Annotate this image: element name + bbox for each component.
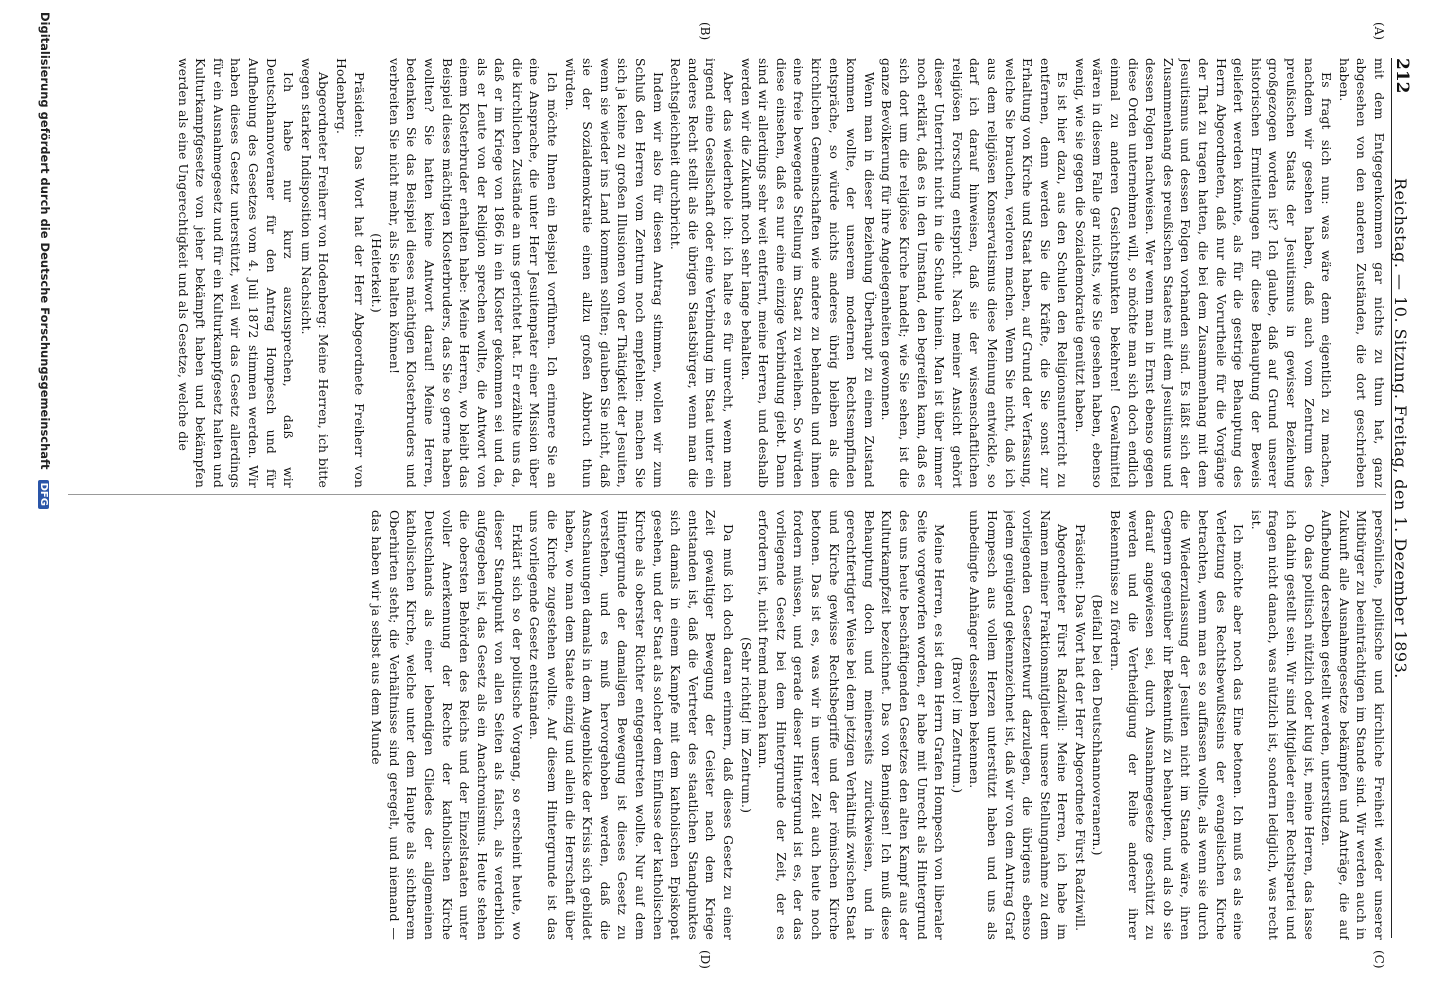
digitization-credit [30, 12, 52, 992]
paragraph: Es ist hier dazu, aus den Schulen den Religionsunterricht zu entfernen, denn werden Sie die Kräfte, die Sie sonst zur Erhaltung von Kirche und Staat haben, auf Grund der Verfassung, welche Sie brauchen, verloren machen. Wenn Sie nicht, daß ich aus dem religiösen Konservatismus diese Meinung entwickle, so darf ich darauf hinweisen, daß sie der wissenschaftlichen religiösen Forschung entspricht. Nach meiner Ansicht gehört dieser Unterricht nicht in die Schule hinein. Man ist über immer noch erklärt, daß es in den Umstand, den begreifen kann, daß es sich dort um die religiöse Kirche handelt; wie Sie sehen, ist die ganze Bevölkerung für ihre Angelegenheiten gewonnen. [879, 58, 1071, 488]
paragraph: Aber das wiederhole ich: ich halte es für unrecht, wenn man irgend eine Gesellschaft oder eine Verbindung im Staat unter ein anderes Recht stellt als die übrigen Staatsbürger, wenn man die Rechtsgleichheit durchbricht. [668, 58, 737, 488]
margin-mark-c: (C) [1372, 950, 1386, 969]
interjection: (Beifall bei den Deutschhannoveranern.) [1090, 594, 1106, 856]
credit-text: Digitalisierung gefördert durch die Deutsche Forschungsgemeinschaft [38, 12, 52, 470]
margin-mark-d: (D) [698, 950, 712, 969]
paragraph: Ob das politisch nützlich oder klug ist, meine Herren, das lasse ich dahin gestellt sein. Wir sind Mitglieder einer Rechtspartei und fragen nicht danach, was nützlich ist, sondern lediglich, was recht ist. [1248, 510, 1317, 940]
interjection: (Heiterkeit.) [369, 233, 385, 313]
interjection: (Bravo! im Zentrum.) [949, 656, 965, 794]
margin-mark-b: (B) [698, 22, 712, 41]
interjection: (Sehr richtig! im Zentrum.) [738, 636, 754, 814]
paragraph: Wenn man in dieser Beziehung Überhaupt zu einem Zustand kommen wollte, der unserem modernen Rechtsempfinden entspräche, so würde nichts anderes übrig bleiben als die kirchlichen Gemeinschaften wie andere zu behandeln und ihnen eine freie bewegende Stellung im Staat zu verleihen. So würden diese einsehen, daß es nur eine einzige Verbindung giebt. Dann sind wir allerdings sehr weit entfernt, meine Herren, und deshalb werden wir die Zukunft noch sehr lange behalten. [738, 58, 877, 488]
paragraph: Indem wir also für diesen Antrag stimmen, wollen wir zum Schluß den Herren vom Zentrum noch empfehlen: machen Sie sich ja keine zu großen Illusionen von der Thätigkeit der Jesuiten, wenn sie wieder ins Land kommen sollten; glauben Sie nicht, daß sie der Sozialdemokratie einen allzu großen Abbruch thun würden. [562, 58, 666, 488]
speaker-paragraph: Präsident: Das Wort hat der Herr Abgeordnete Fürst Radziwill. [1072, 524, 1088, 932]
speaker-paragraph: Präsident: Das Wort hat der Herr Abgeordnete Freiherr von Hodenberg. [333, 58, 367, 488]
paragraph: Es fragt sich nun: was wäre denn eigentlich zu machen, nachdem wir gesehen haben, daß auch vom Zentrum des preußischen Staats der Jesuitismus in gewisser Beziehung großgezogen worden ist? Ich glaube, daß auf Grund unserer historischen Ermittelungen für diese Behauptung der Beweis geliefert werden könnte, als für die gestrige Behauptung des Herrn Abgeordneten, daß nur die Vorurtheile für die Vorgänge der That zu tragen hatten, die bei dem Zusammenhang mit dem Jesuitismus und dessen Folgen vorhanden sind. Es läßt sich der Zusammenhang des preußischen Staates mit dem Jesuitismus und dessen Folgen nachweisen. Wer wenn man in Ernst ebenso gegen diese Orden unternehmen will, so möchte man sich doch endlich einmal zu anderen Gesichtspunkten bekehren! Gewaltmittel wären in diesem Falle gar nichts, wie Sie gesehen haben, ebenso wenig, wie sie gegen die Sozialdemokratie genützt haben. [1072, 58, 1335, 488]
paragraph: mit dem Entgegenkommen gar nichts zu thun hat, ganz abgesehen von den anderen Zuständen, die dort geschrieben haben. [1336, 58, 1387, 488]
right-column [48, 510, 1388, 940]
paragraph: persönliche, politische und kirchliche Freiheit wieder unserer Mitbürger zu beeinträchtigen im Stande sind. Wir werden auch in Zukunft alle Ausnahmegesetze bekämpfen und Anträge, die auf Aufhebung derselben gestellt werden, unterstützen. [1319, 510, 1387, 940]
column-divider [68, 494, 1386, 495]
running-title: Reichstag. — 10. Sitzung. Freitag, den 1. Dezember 1893. [1391, 178, 1410, 679]
margin-mark-a: (A) [1372, 22, 1386, 41]
speaker-paragraph: Abgeordneter Fürst Radziwill: Meine Herren, ich habe im Namen meiner Fraktionsmitglieder unsere Stellungnahme zu dem vorliegenden Gesetzentwurf darzulegen, die übrigens ebenso jedem genügend gekennzeichnet ist, daß wir von dem Antrag Graf Hompesch aus vollem Herzen unterstützt haben und uns als unbedingte Anhänger desselben bekennen. [967, 510, 1071, 940]
page-header [1384, 58, 1414, 938]
paragraph: Ich möchte Ihnen ein Beispiel vorführen. Ich erinnere Sie an eine Ansprache, die unter Herr Jesuitenpater einer Mission über die kirchlichen Zustände an uns gerichtet hat. Er erzählte uns da, daß er im Kriege von 1866 in ein Kloster gekommen sei und da, als er Leute von der Religion sprechen wollte, die Antwort von einem Klosterbruder erhalten habe: Meine Herren, wo bleibt das Beispiel dieses mächtigen Klosterbruders, das Sie so gerne haben wollten? Sie hatten keine Antwort darauf! Meine Herren, bedenken Sie das Beispiel dieses mächtigen Klosterbruders und verbreiten Sie nicht mehr, als Sie halten können! [386, 58, 561, 488]
left-column [48, 58, 1388, 488]
header-rule [1391, 58, 1392, 938]
speaker-paragraph: Abgeordneter Freiherr von Hodenberg: Meine Herren, ich bitte wegen starker Indisposition um Nachsicht. [298, 58, 332, 488]
page-number: 212 [1392, 58, 1412, 94]
paragraph: Ich habe nur kurz auszusprechen, daß wir Deutschhannoveraner für den Antrag Hompesch und für Aufhebung des Gesetzes vom 4. Juli 1872 stimmen werden. Wir haben dieses Gesetz unterstützt, weil wir das Gesetz allerdings für ein Ausnahmegesetz und für ein Kulturkampfgesetz halten und Kulturkampfgesetze von jeher bekämpft haben und bekämpfen werden als eine Ungerechtigkeit und als Gesetze, welche die [175, 58, 297, 488]
paragraph: Erklärt sich so der politische Vorgang, so erscheint heute, wo dieser Standpunkt von allen Seiten als falsch, als verderblich aufgegeben ist, das Gesetz als ein Anachronismus. Heute stehen die obersten Behörden des Reichs und der Einzelstaaten unter voller Anerkennung der Rechte der katholischen Kirche Deutschlands als einer lebendigen Gliedes der allgemeinen katholischen Kirche, welche unter dem Haupte als sichtbarem Oberhirten steht; die Verhältnisse sind geregelt, und niemand — das haben wir ja selbst aus dem Munde [369, 510, 525, 940]
dfg-logo: DFG [38, 480, 49, 509]
paragraph: Ich möchte aber noch das Eine betonen. Ich muß es als eine Verletzung des Rechtsbewußtseins der evangelischen Kirche betrachten, wenn man es so auffassen wollte, als wenn sie durch die Wiederzulassung der Jesuiten nicht im Stande wäre, ihren Gegnern gegenüber ihr Bekenntniß zu behaupten, und als ob sie darauf angewiesen sei, durch Ausnahmegesetze geschützt zu werden und die Vertheidigung der Reihe anderer ihrer Bekenntnisse zu fördern. [1108, 510, 1247, 940]
paragraph: Da muß ich doch daran erinnern, daß dieses Gesetz zu einer Zeit gewaltiger Bewegung der Geister nach dem Kriege entstanden ist, daß die Vertreter des staatlichen Standpunktes sich damals in einem Kampfe mit dem katholischen Episkopat gesehen, und der Staat als solcher dem Einflusse der katholischen Kirche als oberster Richter entgegentreten wollte. Nur auf dem Hintergrunde der damaligen Bewegung ist dieses Gesetz zu verstehen, und es muß hervorgehoben werden, daß die Anschauungen damals in dem Augenblicke der Krisis sich gebildet haben, wo man dem Staate einzig und allein die Herrschaft über die Kirche zugestehen wollte. Auf diesem Hintergrunde ist das uns vorliegende Gesetz entstanden. [527, 510, 737, 940]
paragraph: Meine Herren, es ist dem Herrn Grafen Hompesch von liberaler Seite vorgeworfen worden, er habe mit Unrecht als Hintergrund des uns heute beschäftigenden Gesetzes den alten Kampf aus der Kulturkampfzeit bezeichnet. Das von Bennigsen! Ich muß diese Behauptung doch und meinerseits zurückweisen, und in gerechtfertigter Weise bei dem jetzigen Verhältniß zwischen Staat und Kirche gewisse Rechtsbegriffe und der römischen Kirche betonen. Das ist es, was wir in unserer Zeit auch heute noch fordern müssen, und gerade dieser Hintergrund ist es, der das vorliegende Gesetz bei dem Hintergrunde der Zeit, der es erfordern ist, nicht fremd machen kann. [756, 510, 948, 940]
